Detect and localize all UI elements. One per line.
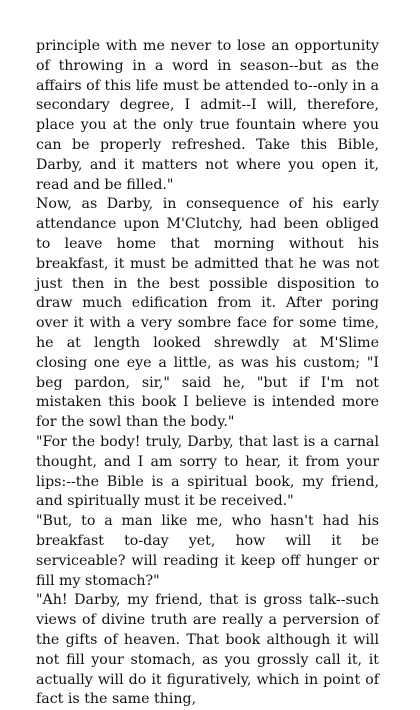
paragraph-3: "For the body! truly, Darby, that last is a carnal thought, and I am sorry to hear, it from your lips:--the Bible is a spiritual book, my friend, and spiritually must it be received." (36, 433, 379, 510)
paragraph-5: "Ah! Darby, my friend, that is gross talk--such views of divine truth are really a perversion of the gifts of heaven. That book although it will not fill your stomach, as you grossly call it, it actually will do it figuratively, which in point of fact is the same thing, (36, 592, 379, 708)
paragraph-2: Now, as Darby, in consequence of his early attendance upon M'Clutchy, had been obliged to leave home that morning without his breakfast, it must be admitted that he was not just then in the best possible disposition to draw much edification from it. After poring over it with a very sombre face for some time, he at length looked shrewdly at M'Slime closing one eye a little, as was his custom; "I beg pardon, sir," said he, "but if I'm not mistaken this book I believe is intended more for the sowl than the body." (36, 196, 379, 431)
paragraph-1: principle with me never to lose an opportunity of throwing in a word in season--but as the affairs of this life must be attended to--only in a secondary degree, I admit--I will, therefore, place you at the only true fountain where you can be properly refreshed. Take this Bible, Darby, and it matters not where you open it, read and be filled." (36, 38, 379, 193)
page-body (36, 37, 379, 710)
paragraph-4: "But, to a man like me, who hasn't had his breakfast to-day yet, how will it be serviceable? will reading it keep off hunger or fill my stomach?" (36, 513, 379, 589)
